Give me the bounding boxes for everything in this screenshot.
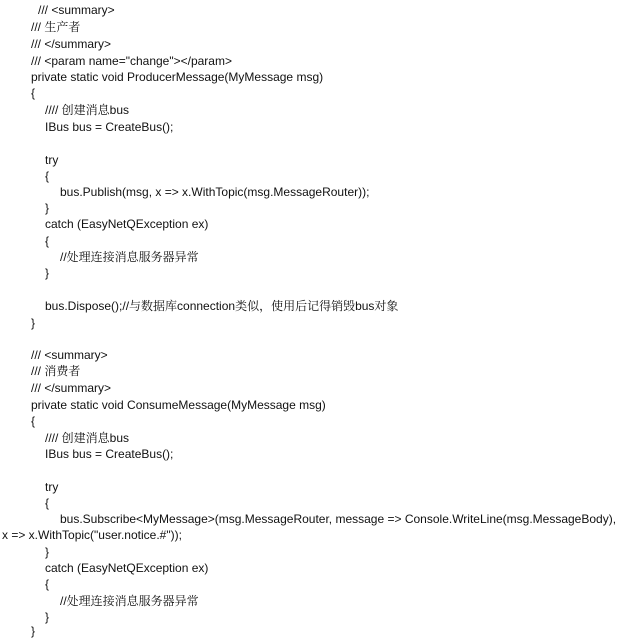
code-line: private static void ProducerMessage(MyMessage msg) bbox=[31, 70, 324, 84]
code-line: /// <summary> bbox=[31, 348, 108, 362]
code-line: //处理连接消息服务器异常 bbox=[60, 594, 199, 608]
code-line: } bbox=[45, 610, 50, 624]
code-line: { bbox=[45, 234, 50, 248]
code-line: /// <summary> bbox=[38, 3, 115, 17]
code-line: /// <param name="change"></param> bbox=[31, 54, 232, 68]
code-line: { bbox=[31, 414, 36, 428]
code-line: bus.Publish(msg, x => x.WithTopic(msg.MessageRouter)); bbox=[60, 185, 370, 199]
code-line: } bbox=[45, 266, 50, 280]
code-line: bus.Subscribe<MyMessage>(msg.MessageRouter, message => Console.WriteLine(msg.MessageBody), bbox=[60, 512, 617, 526]
code-line: //// 创建消息bus bbox=[45, 431, 130, 445]
code-line: /// </summary> bbox=[31, 381, 112, 395]
code-line: } bbox=[31, 624, 36, 638]
code-line: { bbox=[45, 496, 50, 510]
code-line: } bbox=[31, 316, 36, 330]
code-line: { bbox=[45, 577, 50, 591]
code-line: x => x.WithTopic("user.notice.#")); bbox=[2, 528, 182, 542]
code-line: //处理连接消息服务器异常 bbox=[60, 250, 199, 264]
code-line: try bbox=[45, 480, 59, 494]
code-line: /// 消费者 bbox=[31, 364, 81, 378]
code-line: catch (EasyNetQException ex) bbox=[45, 217, 209, 231]
code-line: IBus bus = CreateBus(); bbox=[45, 447, 174, 461]
code-line: /// </summary> bbox=[31, 37, 112, 51]
code-line: IBus bus = CreateBus(); bbox=[45, 120, 174, 134]
code-line: catch (EasyNetQException ex) bbox=[45, 561, 209, 575]
code-line: { bbox=[45, 169, 50, 183]
code-line: } bbox=[45, 201, 50, 215]
code-line: /// 生产者 bbox=[31, 20, 81, 34]
code-line: } bbox=[45, 545, 50, 559]
code-line: bus.Dispose();//与数据库connection类似，使用后记得销毁bus对象 bbox=[45, 299, 399, 313]
code-line: private static void ConsumeMessage(MyMessage msg) bbox=[31, 398, 326, 412]
code-line: try bbox=[45, 153, 59, 167]
code-line: //// 创建消息bus bbox=[45, 103, 130, 117]
code-line: { bbox=[31, 86, 36, 100]
